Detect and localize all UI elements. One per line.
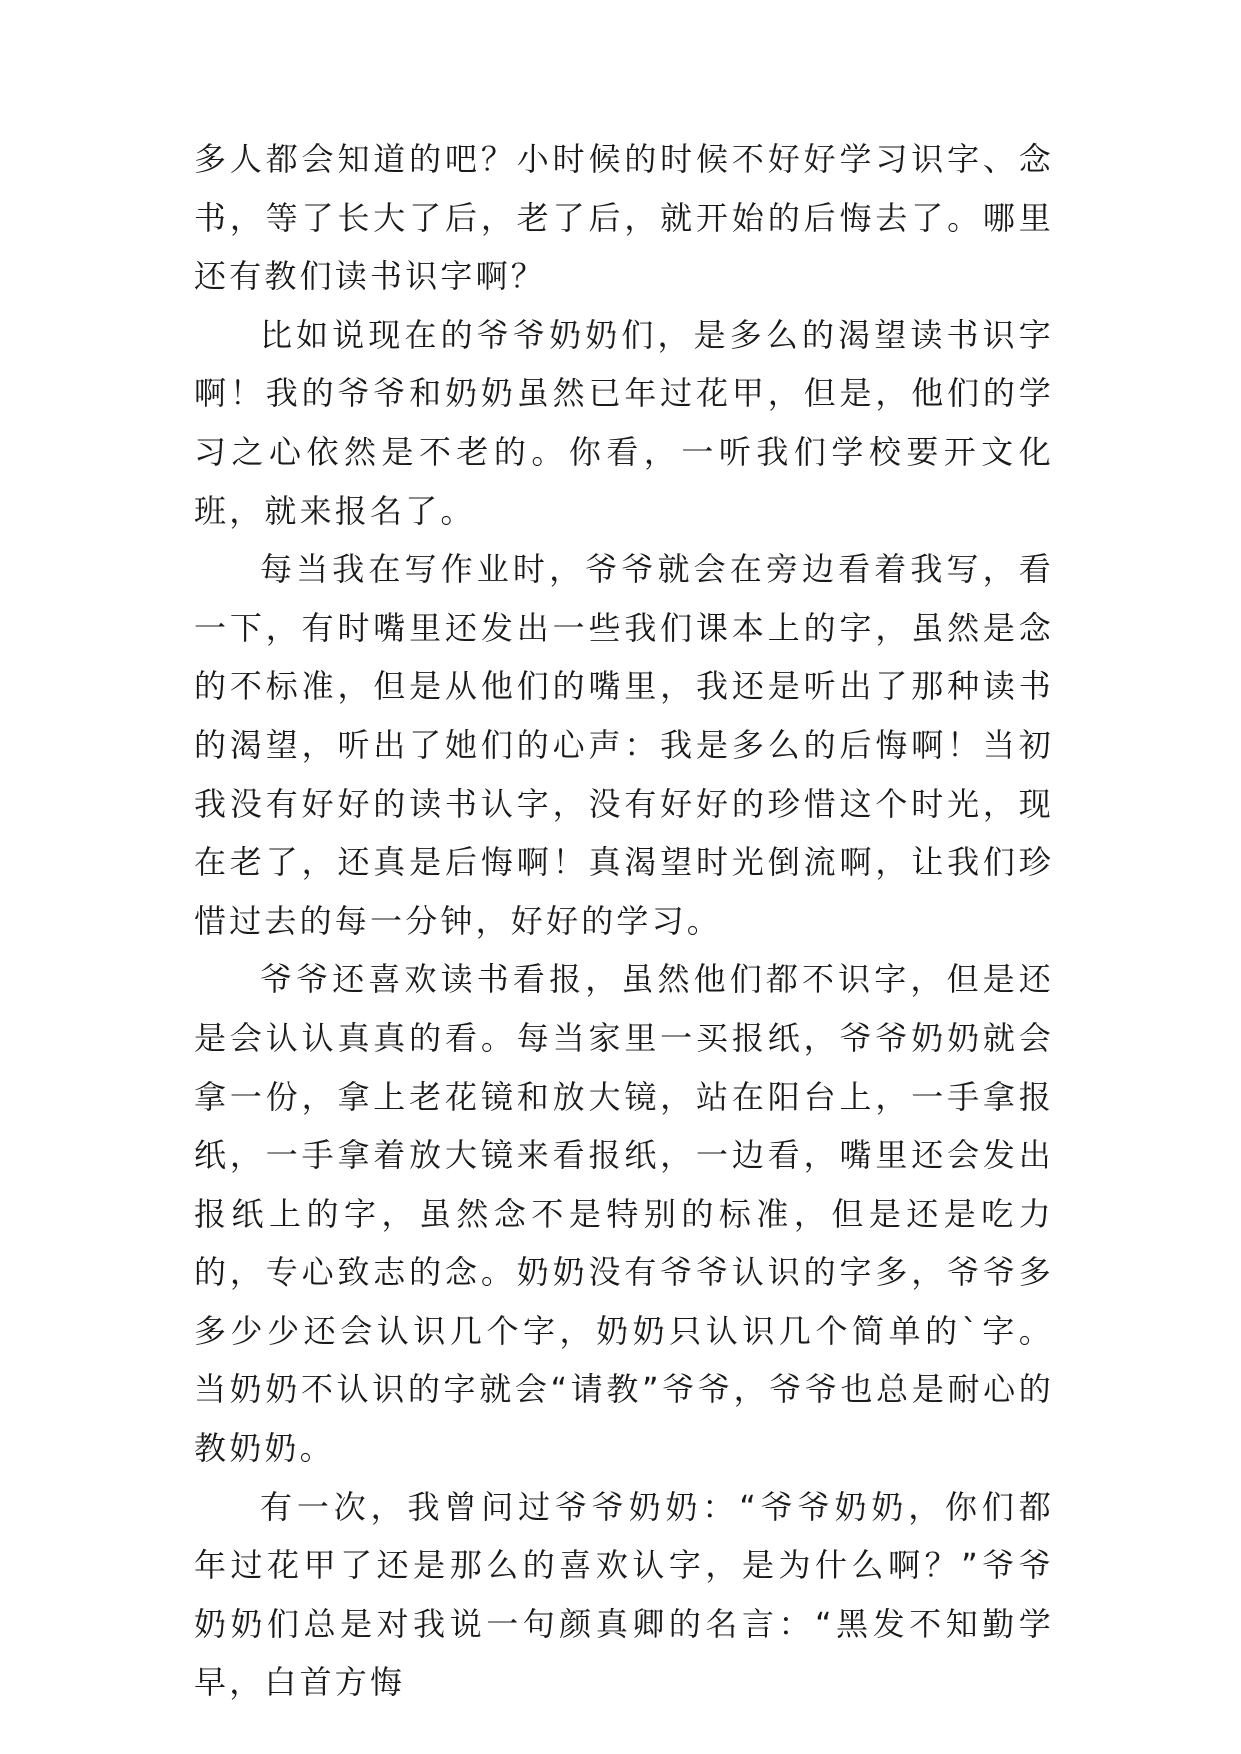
paragraph: 爷爷还喜欢读书看报，虽然他们都不识字，但是还是会认认真真的看。每当家里一买报纸，爷爷奶奶就会拿一份，拿上老花镜和放大镜，站在阳台上，一手拿报纸，一手拿着放大镜来看报纸，一边看，嘴里还会发出报纸上的字，虽然念不是特别的标准，但是还是吃力的，专心致志的念。奶奶没有爷爷认识的字多，爷爷多多少少还会认识几个字，奶奶只认识几个简单的`字。当奶奶不认识的字就会“请教”爷爷，爷爷也总是耐心的教奶奶。 xyxy=(194,960,1054,1468)
document-body xyxy=(194,130,1054,1712)
paragraph: 有一次，我曾问过爷爷奶奶：“爷爷奶奶，你们都年过花甲了还是那么的喜欢认字，是为什么啊？”爷爷奶奶们总是对我说一句颜真卿的名言：“黑发不知勤学早，白首方悔 xyxy=(194,1487,1054,1702)
paragraph-continued: 多人都会知道的吧？小时候的时候不好好学习识字、念书，等了长大了后，老了后，就开始的后悔去了。哪里还有教们读书识字啊？ xyxy=(194,140,1054,296)
paragraph: 每当我在写作业时，爷爷就会在旁边看着我写，看一下，有时嘴里还发出一些我们课本上的字，虽然是念的不标准，但是从他们的嘴里，我还是听出了那种读书的渴望，听出了她们的心声：我是多么的后悔啊！当初我没有好好的读书认字，没有好好的珍惜这个时光，现在老了，还真是后悔啊！真渴望时光倒流啊，让我们珍惜过去的每一分钟，好好的学习。 xyxy=(194,550,1054,940)
paragraph: 比如说现在的爷爷奶奶们，是多么的渴望读书识字啊！我的爷爷和奶奶虽然已年过花甲，但是，他们的学习之心依然是不老的。你看，一听我们学校要开文化班，就来报名了。 xyxy=(194,315,1054,530)
